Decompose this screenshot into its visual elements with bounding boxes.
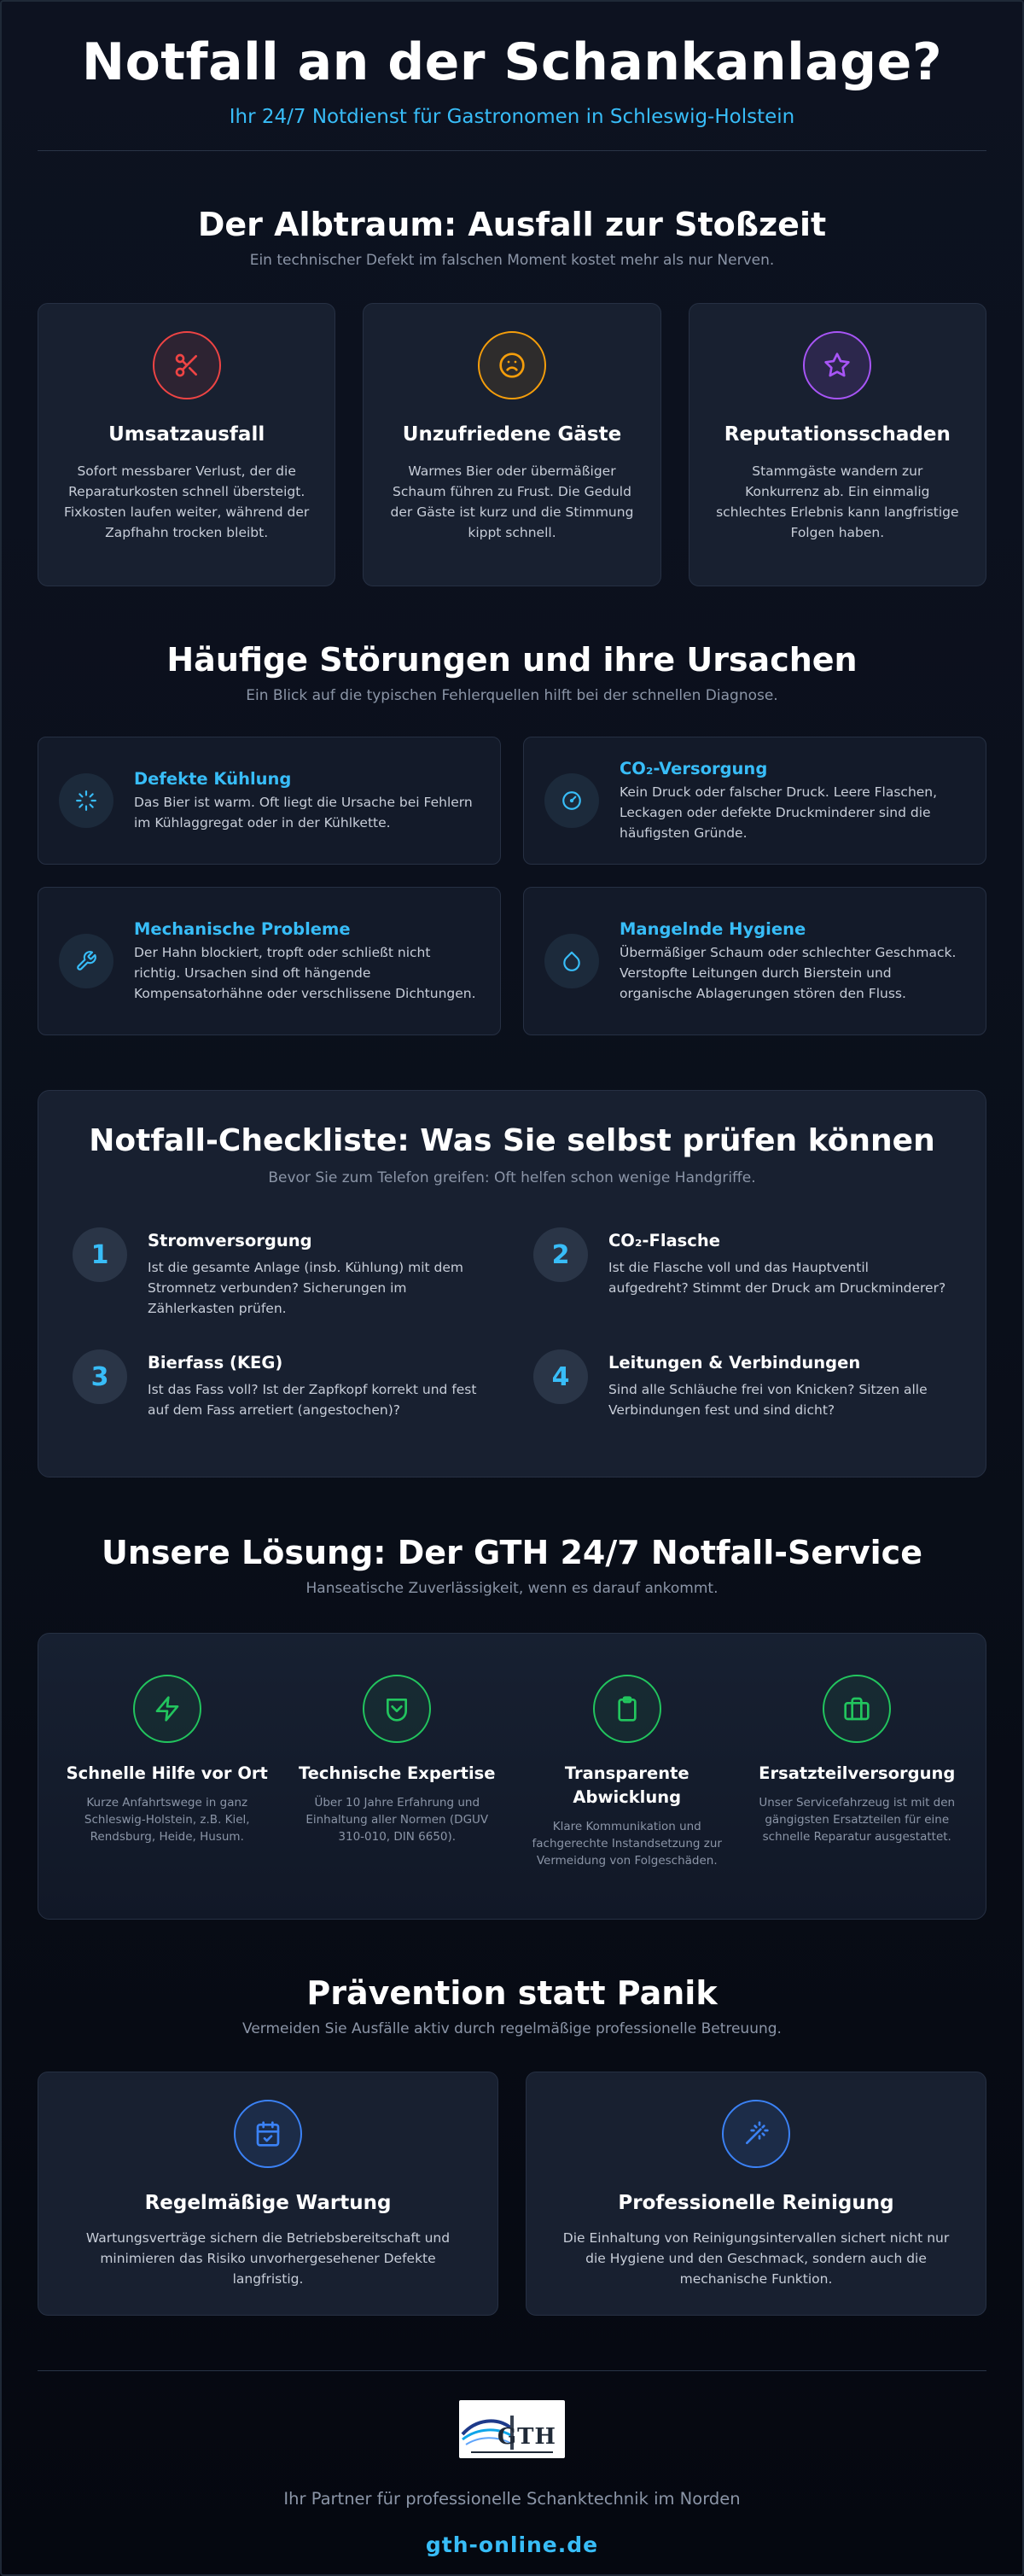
solution-item-text: Unser Servicefahrzeug ist mit den gängigsten Ersatzteilen für eine schnelle Reparatur ausgestattet. [759,1796,956,1844]
cause-co2 [523,737,986,865]
gth-logo [459,2400,565,2458]
solution-section [38,1532,986,1920]
scissors-icon [153,331,221,399]
checklist-subtitle: Bevor Sie zum Telefon greifen: Oft helfen schon wenige Handgriffe. [268,1169,756,1186]
sparkle-wand-icon [722,2100,790,2168]
checklist-step [533,1349,951,1420]
loader-icon [59,773,113,828]
calendar-check-icon [234,2100,302,2168]
nightmare-card-revenue [38,303,335,586]
frown-face-icon [478,331,546,399]
card-text: Stammgäste wandern zur Konkurrenz ab. Ein einmalig schlechtes Erlebnis kann langfristige Folgen haben. [716,463,959,540]
website-link[interactable]: gth-online.de [425,2532,599,2557]
cause-title: Defekte Kühlung [134,768,292,789]
footer-divider [38,2370,986,2371]
solution-item-title: Transparente Abwicklung [564,1763,689,1807]
checklist-section [38,1090,986,1477]
step-number: 2 [533,1227,588,1282]
prevention-title: Prävention statt Panik [306,1974,718,2012]
footer [38,2400,986,2557]
nightmare-section [38,204,986,586]
droplet-icon [544,934,599,988]
footer-tagline: Ihr Partner für professionelle Schanktechnik im Norden [283,2489,741,2509]
solution-panel [38,1633,986,1920]
lightning-icon [133,1675,201,1743]
gauge-icon [544,773,599,828]
step-number: 1 [73,1227,127,1282]
solution-subtitle: Hanseatische Zuverlässigkeit, wenn es darauf ankommt. [305,1580,719,1597]
prevention-card-maintenance [38,2072,498,2316]
prevention-card-text: Wartungsverträge sichern die Betriebsbereitschaft und minimieren das Risiko unvorhergesehener Defekte langfristig. [85,2230,451,2287]
page-subtitle: Ihr 24/7 Notdienst für Gastronomen in Schleswig-Holstein [229,106,795,128]
card-text: Sofort messbarer Verlust, der die Reparaturkosten schnell übersteigt. Fixkosten laufen weiter, während der Zapfhahn trocken bleibt. [64,463,310,540]
step-text: Ist die Flasche voll und das Hauptventil aufgedreht? Stimmt der Druck am Druckminderer? [608,1260,946,1296]
nightmare-title: Der Albtraum: Ausfall zur Stoßzeit [197,206,827,243]
cause-text: Kein Druck oder falscher Druck. Leere Flaschen, Leckagen oder defekte Druckminderer sind die häufigsten Gründe. [620,784,938,841]
nightmare-subtitle: Ein technischer Defekt im falschen Moment kostet mehr als nur Nerven. [249,252,775,269]
step-number: 4 [533,1349,588,1404]
prevention-card-title: Regelmäßige Wartung [144,2192,392,2214]
step-title: CO₂-Flasche [608,1231,720,1250]
causes-title: Häufige Störungen und ihre Ursachen [166,641,858,679]
card-title: Umsatzausfall [108,423,265,446]
solution-item-title: Ersatzteilversorgung [759,1763,956,1783]
step-title: Leitungen & Verbindungen [608,1353,861,1373]
solution-item [512,1675,742,1919]
cause-title: Mechanische Probleme [134,918,351,939]
badge-check-icon [363,1675,431,1743]
checklist-title: Notfall-Checkliste: Was Sie selbst prüfen können [89,1123,935,1158]
card-text: Warmes Bier oder übermäßiger Schaum führen zu Frust. Die Geduld der Gäste ist kurz und die Stimmung kippt schnell. [390,463,634,540]
cause-text: Der Hahn blockiert, tropft oder schließt nicht richtig. Ursachen sind oft hängende Kompensatorhähne oder verschlissene Dichtungen. [134,944,476,1001]
cause-hygiene [523,887,986,1035]
step-text: Sind alle Schläuche frei von Knicken? Sitzen alle Verbindungen fest und sind dicht? [608,1382,928,1418]
step-title: Bierfass (KEG) [148,1353,283,1373]
causes-section [38,639,986,1035]
prevention-card-cleaning [526,2072,986,2316]
cause-title: Mangelnde Hygiene [620,918,806,939]
step-title: Stromversorgung [148,1231,312,1250]
solution-item-text: Klare Kommunikation und fachgerechte Instandsetzung zur Vermeidung von Folgeschäden. [532,1820,722,1868]
card-title: Unzufriedene Gäste [402,423,622,446]
nightmare-card-reputation [689,303,986,586]
solution-item [52,1675,282,1919]
header-divider [38,150,986,151]
header [38,0,986,151]
briefcase-icon [823,1675,891,1743]
prevention-card-title: Professionelle Reinigung [618,2192,894,2214]
checklist-step [533,1227,951,1319]
solution-item-title: Schnelle Hilfe vor Ort [66,1763,268,1783]
card-title: Reputationsschaden [724,423,951,446]
solution-item [282,1675,513,1919]
solution-title: Unsere Lösung: Der GTH 24/7 Notfall-Service [102,1534,922,1571]
checklist-step [73,1227,491,1319]
prevention-subtitle: Vermeiden Sie Ausfälle aktiv durch regelmäßige professionelle Betreuung. [242,2020,782,2037]
step-number: 3 [73,1349,127,1404]
solution-item-title: Technische Expertise [298,1763,496,1783]
step-text: Ist die gesamte Anlage (insb. Kühlung) mit dem Stromnetz verbunden? Sicherungen im Zählerkasten prüfen. [148,1260,464,1316]
step-text: Ist das Fass voll? Ist der Zapfkopf korrekt und fest auf dem Fass arretiert (angestochen)? [148,1382,477,1418]
causes-subtitle: Ein Blick auf die typischen Fehlerquellen hilft bei der schnellen Diagnose. [246,687,778,704]
page-title: Notfall an der Schankanlage? [81,32,943,92]
checklist-step [73,1349,491,1420]
cause-title: CO₂-Versorgung [620,758,768,778]
prevention-card-text: Die Einhaltung von Reinigungsintervallen sichert nicht nur die Hygiene und den Geschmack, sondern auch die mechanische Funktion. [562,2230,950,2287]
cause-cooling [38,737,501,865]
solution-item-text: Kurze Anfahrtswege in ganz Schleswig-Holstein, z.B. Kiel, Rendsburg, Heide, Husum. [84,1796,250,1844]
solution-item [742,1675,973,1919]
logo-text: GTH [497,2424,556,2450]
cause-mechanical [38,887,501,1035]
solution-item-text: Über 10 Jahre Erfahrung und Einhaltung aller Normen (DGUV 310-010, DIN 6650). [305,1796,489,1844]
prevention-section [38,1973,986,2316]
cause-text: Das Bier ist warm. Oft liegt die Ursache bei Fehlern im Kühlaggregat oder in der Kühlkette. [134,794,473,830]
nightmare-card-guests [363,303,660,586]
clipboard-icon [593,1675,661,1743]
cause-text: Übermäßiger Schaum oder schlechter Geschmack. Verstopfte Leitungen durch Bierstein und organische Ablagerungen stören den Fluss. [620,944,957,1001]
wrench-icon [59,934,113,988]
star-icon [803,331,871,399]
